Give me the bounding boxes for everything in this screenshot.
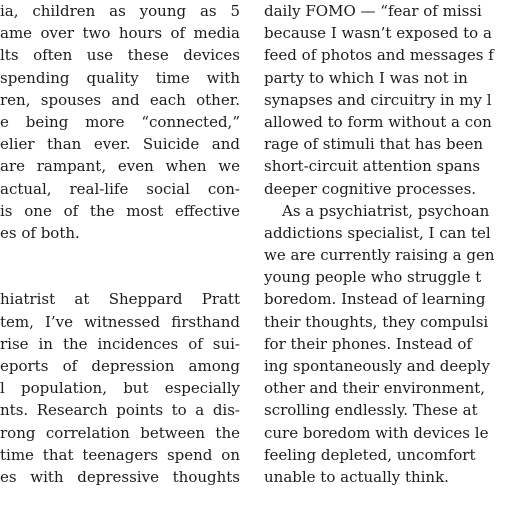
text-line: nts. Research points to a dis- [0,401,240,420]
text-line: As a psychiatrist, psychoan [282,201,490,220]
text-line: ing spontaneously and deeply [264,357,490,375]
text-line: eports of depression among [0,357,240,375]
text-line: ia, children as young as 5 [0,2,240,20]
text-line: es of both. [0,223,80,242]
left-column [0,0,240,488]
text-line: ren, spouses and each other. [0,90,240,109]
text-line: es with depressive thoughts [0,467,240,486]
text-line: feeling depleted, uncomfort [264,445,476,464]
text-line: young people who struggle t [264,268,482,287]
right-column [264,0,512,488]
text-line: short-circuit attention spans [264,157,481,176]
text-line: are rampant, even when we [0,157,240,176]
paragraph-gap [0,266,240,288]
text-line: tem, I’ve witnessed firsthand [0,312,240,331]
right-paragraph-a [264,0,512,200]
text-line: cure boredom with devices le [264,423,489,442]
text-line: l population, but especially [0,379,240,398]
text-line: unable to actually think. [264,467,449,486]
text-line: e being more “connected,” [0,112,240,131]
text-line: scrolling endlessly. These at [264,401,478,420]
text-line: we are currently raising a gen [264,246,495,265]
left-paragraph-a [0,0,240,244]
text-line: synapses and circuitry in my l [264,90,492,109]
text-line: lts often use these devices [0,46,240,65]
left-paragraph-b [0,288,240,488]
text-line: party to which I was not in [264,68,468,87]
text-line: hiatrist at Sheppard Pratt [0,290,240,309]
text-line: ame over two hours of media [0,24,240,43]
text-line: for their phones. Instead of [264,334,472,353]
text-line: other and their environment, [264,379,486,398]
text-line: time that teenagers spend on [0,445,240,464]
text-line: deeper cognitive processes. [264,179,477,198]
right-paragraph-b [264,200,512,488]
text-line: allowed to form without a con [264,112,492,131]
text-line: spending quality time with [0,68,240,87]
text-line: rise in the incidences of sui- [0,334,240,353]
text-line: feed of photos and messages f [264,46,494,65]
text-line: elier than ever. Suicide and [0,135,240,154]
text-line: actual, real-life social con- [0,179,240,198]
text-line: is one of the most effective [0,201,240,220]
text-line: boredom. Instead of learning [264,290,486,309]
text-line: addictions specialist, I can tel [264,223,491,242]
text-line: daily FOMO — “fear of missi [264,2,482,20]
text-line: rong correlation between the [0,423,240,442]
text-line: their thoughts, they compulsi [264,312,489,331]
text-line: because I wasn’t exposed to a [264,24,492,43]
text-line: rage of stimuli that has been [264,135,483,154]
paragraph-gap [0,244,240,266]
